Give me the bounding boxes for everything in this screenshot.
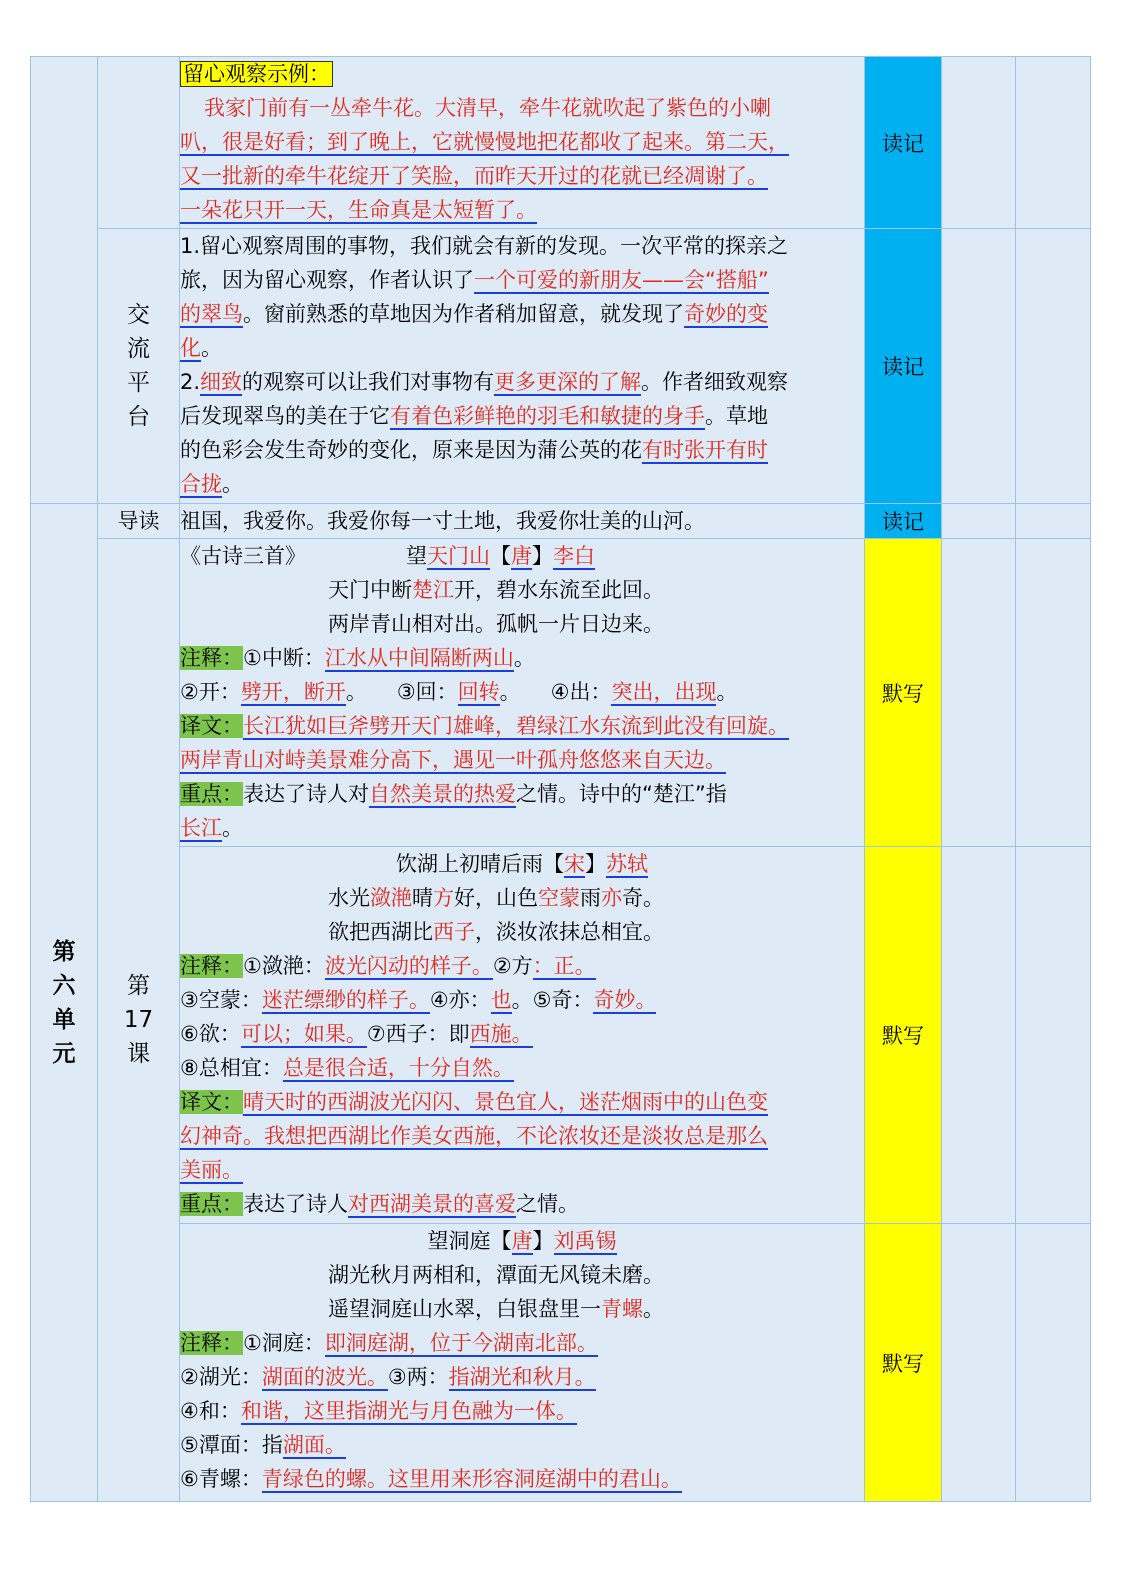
answer-text: 湖面的波光。 xyxy=(261,1365,388,1389)
lesson-exchange-platform xyxy=(98,229,180,504)
answer-text: 合拢 xyxy=(180,472,222,496)
answer-text: 可以；如果。 xyxy=(240,1022,367,1046)
answer-text: 有着色彩鲜艳的羽毛和敏捷的身手 xyxy=(390,404,705,428)
highlight-word: 方 xyxy=(433,886,454,910)
text: 。作者细致观察 xyxy=(641,370,789,394)
check-cell xyxy=(942,504,1016,539)
lesson-char: 17 xyxy=(123,1007,154,1033)
text: 奇。 xyxy=(622,886,664,910)
example-line: 叭，很是好看；到了晚上，它就慢慢地把花都收了起来。第二天， xyxy=(180,130,789,154)
text: 】 xyxy=(532,544,553,568)
text: 天门中断 xyxy=(328,578,412,602)
translation-label: 译文： xyxy=(180,714,243,738)
action-read-memorize: 读记 xyxy=(865,504,942,539)
action-read-memorize: 读记 xyxy=(865,229,942,504)
check-cell xyxy=(942,57,1016,229)
text: ①洞庭： xyxy=(243,1331,325,1355)
text: 。 xyxy=(201,336,222,360)
text: 晴 xyxy=(412,886,433,910)
answer-text: 长江犹如巨斧劈开天门雄峰，碧绿江水东流到此没有回旋。 xyxy=(243,714,789,738)
row-poem-dongting xyxy=(31,1224,1091,1502)
text: 。窗前熟悉的草地因为作者稍加留意，就发现了 xyxy=(243,302,684,326)
answer-text: 天门山 xyxy=(427,544,490,568)
lesson-char: 台 xyxy=(127,404,150,430)
text: 欲把西湖比 xyxy=(328,920,433,944)
text: 旅，因为留心观察，作者认识了 xyxy=(180,268,474,292)
check-cell xyxy=(1016,1224,1091,1502)
unit-char: 六 xyxy=(52,972,76,999)
text: 。 xyxy=(716,680,738,704)
text: 。 xyxy=(345,680,367,704)
lesson-char: 交 xyxy=(127,302,150,328)
highlight-word: 亦 xyxy=(601,886,622,910)
answer-text: 即洞庭湖，位于今湖南北部。 xyxy=(324,1331,598,1355)
text: 】 xyxy=(532,1229,554,1253)
text: 开，碧水东流至此回。 xyxy=(454,578,664,602)
unit-six xyxy=(31,504,98,1502)
answer-text: 回转 xyxy=(457,680,500,704)
notes-label: 注释： xyxy=(180,646,243,670)
text: 水光 xyxy=(328,886,370,910)
poem-author: 李白 xyxy=(553,544,595,568)
text: ④亦： xyxy=(429,988,491,1012)
text: 。草地 xyxy=(705,404,768,428)
poem-title: 望 xyxy=(406,544,427,568)
content-poem-tianmenshan xyxy=(180,539,865,847)
lesson-cell-empty xyxy=(98,57,180,229)
answer-text: 对西湖美景的喜爱 xyxy=(348,1192,516,1216)
answer-text: 总是很合适，十分自然。 xyxy=(282,1056,514,1080)
action-read-memorize: 读记 xyxy=(865,57,942,229)
answer-text: 突出，出现 xyxy=(611,680,717,704)
text: ①中断： xyxy=(243,646,325,670)
text: ⑥欲： xyxy=(180,1022,241,1046)
highlight-word: 潋滟 xyxy=(370,886,412,910)
text: 之情。 xyxy=(516,1192,579,1216)
unit-char: 第 xyxy=(52,938,76,965)
content-exchange-platform xyxy=(180,229,865,504)
poem-dynasty: 唐 xyxy=(511,544,532,568)
text: 2. xyxy=(180,370,201,394)
answer-text: 两岸青山对峙美景难分高下，遇见一叶孤舟悠悠来自天边。 xyxy=(180,748,726,772)
text: ⑦西子：即 xyxy=(366,1022,470,1046)
check-cell xyxy=(942,847,1016,1224)
text: ⑤奇： xyxy=(532,988,594,1012)
example-line: 一朵花只开一天，生命真是太短暂了。 xyxy=(180,198,537,222)
example-line: 我家门前有一丛牵牛花。大清早，牵牛花就吹起了紫色的小喇 xyxy=(204,96,771,120)
highlight-word: 青螺 xyxy=(601,1297,643,1321)
text: ②湖光： xyxy=(180,1365,262,1389)
answer-text: 奇妙。 xyxy=(593,988,657,1012)
text: 【 xyxy=(543,852,564,876)
translation-label: 译文： xyxy=(180,1090,243,1114)
content-poem-yinhu xyxy=(180,847,865,1224)
unit-char: 元 xyxy=(52,1040,76,1067)
text: ④和： xyxy=(180,1399,241,1423)
text: ③空蒙： xyxy=(180,988,262,1012)
lesson-char: 课 xyxy=(127,1041,150,1067)
highlight-word: 西子 xyxy=(433,920,475,944)
text: 遥望洞庭山水翠，白银盘里一 xyxy=(328,1297,601,1321)
text: 的观察可以让我们对事物有 xyxy=(242,370,495,394)
check-cell xyxy=(1016,847,1091,1224)
text: ①潋滟： xyxy=(243,954,325,978)
answer-text: 奇妙的变 xyxy=(684,302,768,326)
content-poem-dongting xyxy=(180,1224,865,1502)
text: 的色彩会发生奇妙的变化，原来是因为蒲公英的花 xyxy=(180,438,642,462)
answer-text: 青绿色的螺。这里用来形容洞庭湖中的君山。 xyxy=(261,1467,682,1491)
row-poem-tianmenshan xyxy=(31,539,1091,847)
paragraph-line: 1.留心观察周围的事物，我们就会有新的发现。一次平常的探亲之 xyxy=(180,234,789,258)
lesson-char: 平 xyxy=(127,370,150,396)
answer-text: 湖面。 xyxy=(282,1433,346,1457)
poem-dynasty: 唐 xyxy=(511,1229,533,1253)
answer-text: 长江 xyxy=(180,816,222,840)
check-cell xyxy=(1016,504,1091,539)
key-point-label: 重点： xyxy=(180,1192,243,1216)
unit-cell-empty xyxy=(31,57,98,504)
text: ，淡妆浓抹总相宜。 xyxy=(475,920,664,944)
unit-char: 单 xyxy=(52,1006,76,1033)
answer-text: 江水从中间隔断两山 xyxy=(324,646,514,670)
text: 】 xyxy=(585,852,606,876)
text: ③回： xyxy=(396,680,458,704)
text: 【 xyxy=(490,1229,512,1253)
poem-title: 饮湖上初晴后雨 xyxy=(396,852,543,876)
text: 表达了诗人 xyxy=(243,1192,348,1216)
answer-text: 的翠鸟 xyxy=(180,302,243,326)
answer-text: 有时张开有时 xyxy=(642,438,768,462)
key-point-label: 重点： xyxy=(180,782,243,806)
content-observation-example xyxy=(180,57,865,229)
notes-label: 注释： xyxy=(180,954,243,978)
answer-text: 晴天时的西湖波光闪闪、景色宜人，迷茫烟雨中的山色变 xyxy=(243,1090,768,1114)
lesson-17 xyxy=(98,539,180,1502)
answer-text: 波光闪动的样子。 xyxy=(324,954,493,978)
check-cell xyxy=(942,539,1016,847)
answer-text: 也 xyxy=(490,988,512,1012)
highlight-word: 空蒙 xyxy=(538,886,580,910)
poem-author: 苏轼 xyxy=(606,852,648,876)
check-cell xyxy=(1016,229,1091,504)
study-table xyxy=(30,56,1091,1502)
text: 好，山色 xyxy=(454,886,538,910)
text: 后发现翠鸟的美在于它 xyxy=(180,404,390,428)
text: 【 xyxy=(490,544,511,568)
check-cell xyxy=(942,229,1016,504)
text: 之情。诗中的“楚江”指 xyxy=(516,782,727,806)
example-line: 又一批新的牵牛花绽开了笑脸，而昨天开过的花就已经凋谢了。 xyxy=(180,164,768,188)
notes-label: 注释： xyxy=(180,1331,243,1355)
action-dictation: 默写 xyxy=(865,1224,942,1502)
text: 。 xyxy=(222,816,243,840)
poem-author: 刘禹锡 xyxy=(553,1229,617,1253)
lesson-intro: 导读 xyxy=(98,504,180,539)
text: 。 xyxy=(511,988,533,1012)
text: 。 xyxy=(643,1297,664,1321)
answer-text: 更多更深的了解 xyxy=(494,370,642,394)
answer-text: 和谐，这里指湖光与月色融为一体。 xyxy=(240,1399,577,1423)
poem-title: 望洞庭 xyxy=(427,1229,491,1253)
check-cell xyxy=(1016,539,1091,847)
answer-text: 自然美景的热爱 xyxy=(369,782,516,806)
answer-text: 迷茫缥缈的样子。 xyxy=(261,988,430,1012)
action-dictation: 默写 xyxy=(865,539,942,847)
poem-line: 两岸青山相对出。孤帆一片日边来。 xyxy=(328,612,664,636)
text: ⑧总相宜： xyxy=(180,1056,283,1080)
action-dictation: 默写 xyxy=(865,847,942,1224)
row-exchange-platform xyxy=(31,229,1091,504)
text: 。 xyxy=(499,680,521,704)
collection-title: 《古诗三首》 xyxy=(180,544,306,568)
answer-text: 西施。 xyxy=(469,1022,533,1046)
poem-dynasty: 宋 xyxy=(564,852,585,876)
answer-text: 劈开，断开 xyxy=(240,680,346,704)
check-cell xyxy=(942,1224,1016,1502)
answer-text: 化 xyxy=(180,336,201,360)
intro-text: 祖国，我爱你。我爱你每一寸土地，我爱你壮美的山河。 xyxy=(180,504,865,539)
answer-text: 指湖光和秋月。 xyxy=(448,1365,596,1389)
text: 表达了诗人对 xyxy=(243,782,369,806)
text: ②方 xyxy=(492,954,533,978)
answer-text: 细致 xyxy=(200,370,243,394)
text: ③两： xyxy=(387,1365,449,1389)
example-label: 留心观察示例： xyxy=(180,61,333,87)
answer-text: 一个可爱的新朋友——会“搭船” xyxy=(474,268,769,292)
row-intro xyxy=(31,504,1091,539)
text: ⑤潭面：指 xyxy=(180,1433,283,1457)
lesson-char: 流 xyxy=(127,336,150,362)
text: ⑥青螺： xyxy=(180,1467,262,1491)
lesson-char: 第 xyxy=(127,973,150,999)
answer-text: 美丽。 xyxy=(180,1158,243,1182)
row-observation-example xyxy=(31,57,1091,229)
text: 。 xyxy=(222,472,243,496)
poem-line: 湖光秋月两相和，潭面无风镜未磨。 xyxy=(328,1263,664,1287)
text: ④出： xyxy=(550,680,612,704)
text: 。 xyxy=(513,646,535,670)
text: ②开： xyxy=(180,680,241,704)
answer-text: ：正。 xyxy=(532,954,596,978)
highlight-word: 楚江 xyxy=(412,578,454,602)
check-cell xyxy=(1016,57,1091,229)
answer-text: 幻神奇。我想把西湖比作美女西施，不论浓妆还是淡妆总是那么 xyxy=(180,1124,768,1148)
row-poem-yinhu xyxy=(31,847,1091,1224)
text: 雨 xyxy=(580,886,601,910)
